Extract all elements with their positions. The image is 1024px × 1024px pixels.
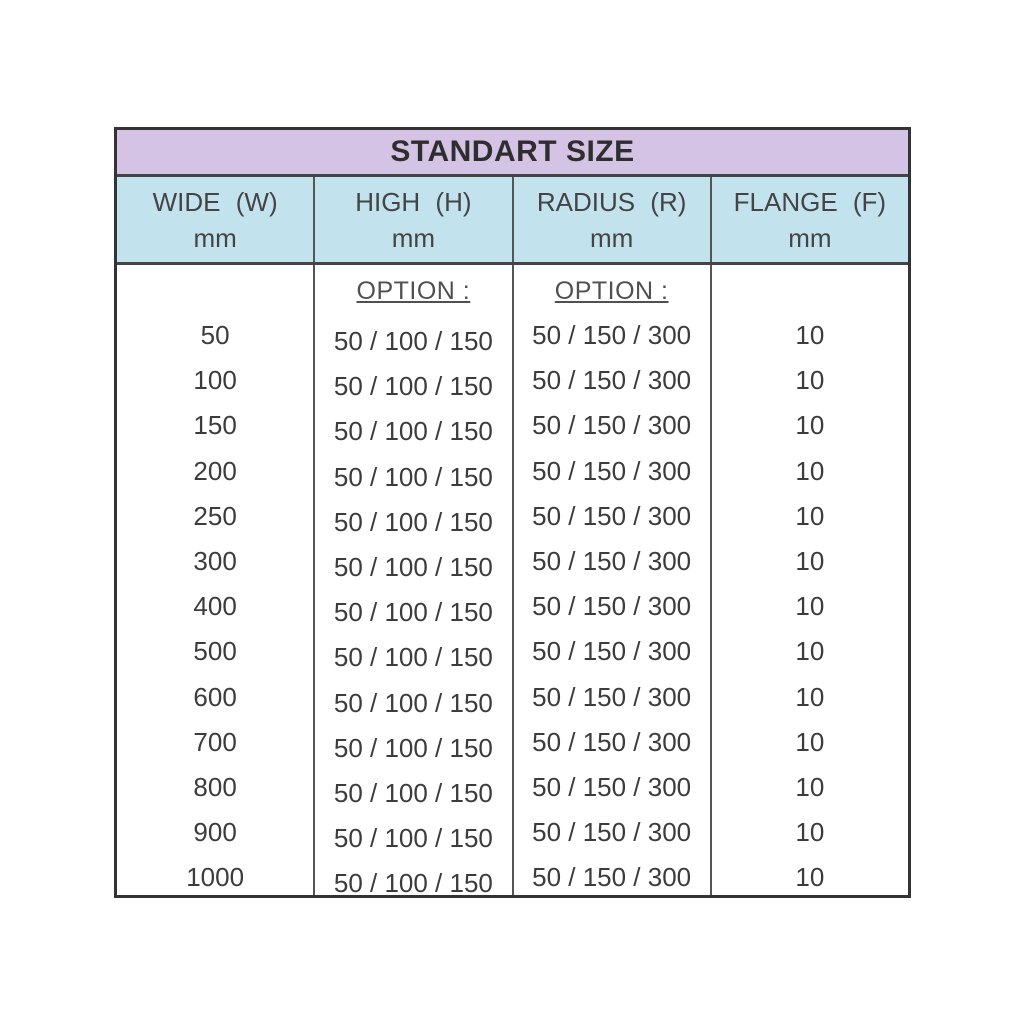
high-cell: 50 / 100 / 150 — [333, 461, 493, 492]
radius-cell: 50 / 150 / 300 — [532, 862, 692, 893]
header-radius-unit: mm — [589, 222, 634, 253]
table-body — [117, 265, 908, 899]
wide-cell: 900 — [193, 817, 237, 848]
flange-cell: 10 — [795, 410, 825, 441]
column-flange — [710, 265, 908, 895]
column-radius — [512, 265, 710, 895]
high-cell: 50 / 100 / 150 — [333, 416, 493, 447]
radius-cell: 50 / 150 / 300 — [532, 410, 692, 441]
radius-cell: 50 / 150 / 300 — [532, 365, 692, 396]
radius-cell: 50 / 150 / 300 — [532, 636, 692, 667]
flange-cell: 10 — [795, 817, 825, 848]
flange-cell: 10 — [795, 320, 825, 351]
wide-cell: 500 — [193, 636, 237, 667]
column-high — [313, 265, 511, 899]
high-cell: 50 / 100 / 150 — [333, 552, 493, 583]
flange-cell: 10 — [795, 365, 825, 396]
high-values — [315, 319, 511, 906]
header-high-name: HIGH (H) — [355, 186, 472, 217]
flange-cell: 10 — [795, 591, 825, 622]
standard-size-table — [114, 127, 911, 898]
radius-cell: 50 / 150 / 300 — [532, 817, 692, 848]
header-flange — [710, 177, 908, 262]
high-cell: 50 / 100 / 150 — [333, 823, 493, 854]
wide-cell: 800 — [193, 771, 237, 802]
high-option-label: OPTION : — [356, 277, 471, 305]
high-cell: 50 / 100 / 150 — [333, 506, 493, 537]
flange-cell: 10 — [795, 636, 825, 667]
table-header-row — [117, 177, 908, 265]
radius-cell: 50 / 150 / 300 — [532, 500, 692, 531]
header-radius-name: RADIUS (R) — [536, 186, 687, 217]
flange-cell: 10 — [795, 546, 825, 577]
header-high-unit: mm — [391, 222, 436, 253]
header-wide — [117, 177, 313, 262]
flange-cell: 10 — [795, 500, 825, 531]
wide-cell: 100 — [193, 365, 237, 396]
radius-cell: 50 / 150 / 300 — [532, 681, 692, 712]
wide-cell: 200 — [193, 455, 237, 486]
high-cell: 50 / 100 / 150 — [333, 732, 493, 763]
table-title: STANDART SIZE — [117, 130, 908, 177]
high-cell: 50 / 100 / 150 — [333, 642, 493, 673]
radius-cell: 50 / 150 / 300 — [532, 726, 692, 757]
flange-cell: 10 — [795, 726, 825, 757]
high-cell: 50 / 100 / 150 — [333, 777, 493, 808]
column-wide — [117, 265, 313, 895]
high-cell: 50 / 100 / 150 — [333, 371, 493, 402]
high-cell: 50 / 100 / 150 — [333, 687, 493, 718]
header-wide-name: WIDE (W) — [152, 186, 278, 217]
flange-cell: 10 — [795, 455, 825, 486]
radius-cell: 50 / 150 / 300 — [532, 546, 692, 577]
wide-cell: 600 — [193, 681, 237, 712]
wide-values — [117, 313, 313, 900]
flange-cell: 10 — [795, 771, 825, 802]
high-cell: 50 / 100 / 150 — [333, 597, 493, 628]
header-flange-unit: mm — [788, 222, 832, 253]
radius-values — [514, 313, 710, 900]
header-high — [313, 177, 511, 262]
flange-cell: 10 — [795, 862, 825, 893]
radius-option-label: OPTION : — [554, 277, 669, 305]
wide-cell: 300 — [193, 546, 237, 577]
header-wide-unit: mm — [193, 222, 237, 253]
wide-cell: 700 — [193, 726, 237, 757]
radius-cell: 50 / 150 / 300 — [532, 591, 692, 622]
high-cell: 50 / 100 / 150 — [333, 868, 493, 899]
radius-cell: 50 / 150 / 300 — [532, 771, 692, 802]
wide-cell: 50 — [200, 320, 230, 351]
wide-cell: 250 — [193, 500, 237, 531]
radius-cell: 50 / 150 / 300 — [532, 455, 692, 486]
header-radius — [512, 177, 710, 262]
header-flange-name: FLANGE (F) — [733, 186, 887, 217]
flange-values — [712, 313, 908, 900]
high-cell: 50 / 100 / 150 — [333, 326, 493, 357]
wide-cell: 1000 — [186, 862, 245, 893]
radius-cell: 50 / 150 / 300 — [532, 320, 692, 351]
flange-cell: 10 — [795, 681, 825, 712]
wide-cell: 400 — [193, 591, 237, 622]
wide-cell: 150 — [193, 410, 237, 441]
